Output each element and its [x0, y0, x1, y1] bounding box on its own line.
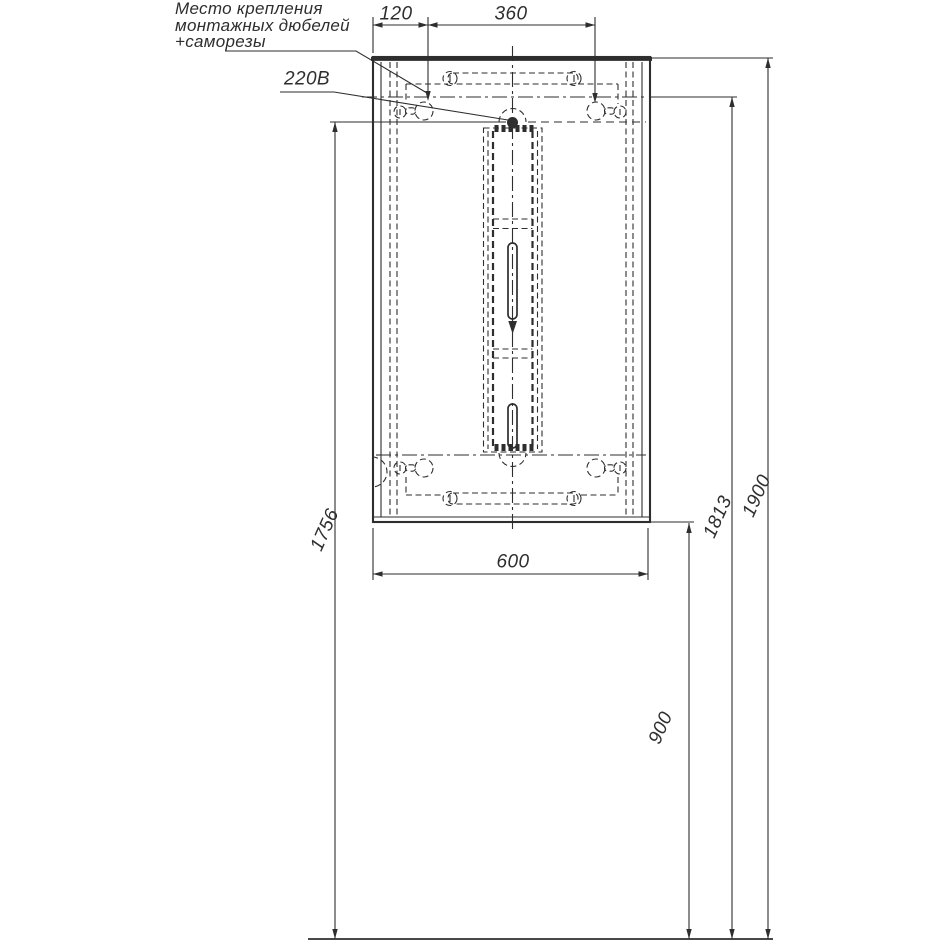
- dim-360-label: 360: [494, 3, 528, 25]
- dimension-900: [686, 523, 691, 939]
- keyhole-bottom-left: [394, 459, 433, 477]
- keyhole-top-right: [587, 102, 626, 120]
- dim-1756-label: 1756: [306, 505, 344, 555]
- dim-120-label: 120: [379, 3, 413, 25]
- mounting-note-line3: +саморезы: [175, 32, 266, 51]
- keyhole-bottom-right: [587, 459, 626, 477]
- center-column: [484, 46, 543, 532]
- dim-600-label: 600: [496, 551, 530, 573]
- top-mounting-zone: [362, 72, 648, 121]
- dimension-width-600: [373, 522, 694, 580]
- mounting-note-line1: Место крепления: [175, 0, 323, 18]
- power-label: 220В: [284, 68, 330, 90]
- bottom-mounting-zone: [376, 453, 646, 506]
- dim-1900-label: 1900: [738, 471, 776, 521]
- mounting-note-line2: монтажных дюбелей: [175, 15, 350, 35]
- leader-power: [280, 92, 508, 120]
- mounting-note: [175, 1, 350, 51]
- power-outlet-point: [330, 109, 646, 129]
- dim-1813-label: 1813: [699, 492, 737, 542]
- dim-900-label: 900: [644, 708, 678, 748]
